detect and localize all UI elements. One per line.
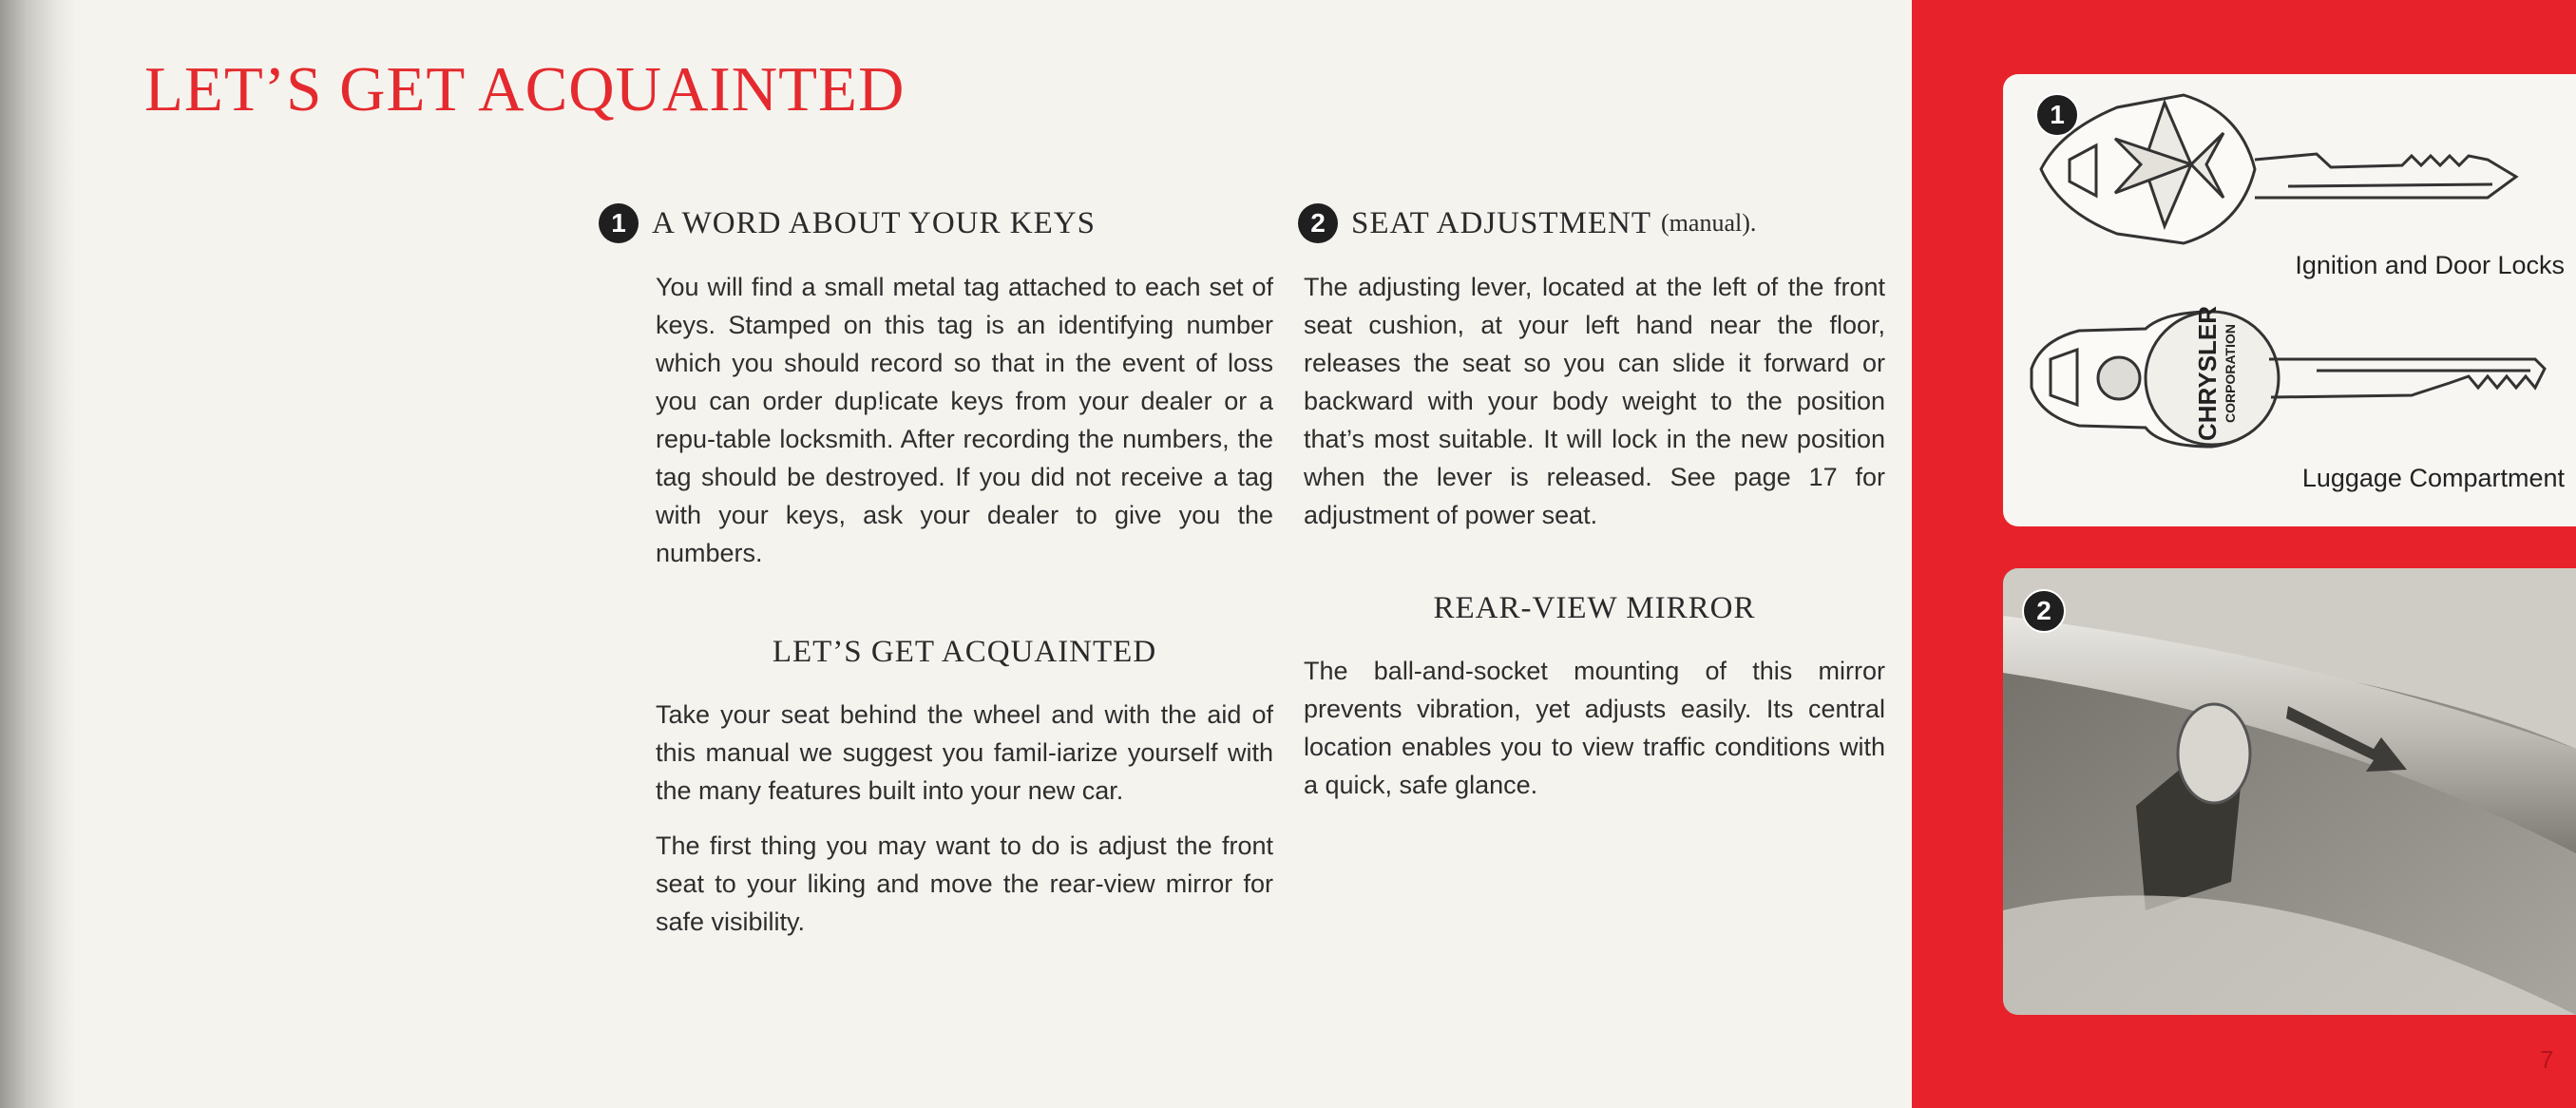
page-number: 7 bbox=[2540, 1045, 2554, 1074]
seat-section-heading bbox=[1298, 203, 1885, 243]
mirror-photo-number-badge: 2 bbox=[2022, 589, 2066, 633]
luggage-key-label: Luggage Compartment bbox=[2299, 464, 2568, 493]
page-heading: LET’S GET ACQUAINTED bbox=[144, 54, 906, 124]
seat-section-title-suffix: (manual). bbox=[1661, 209, 1757, 237]
keys-section-title: A WORD ABOUT YOUR KEYS bbox=[652, 206, 1096, 240]
book-spine-shadow bbox=[0, 0, 76, 1108]
keys-section-body: You will find a small metal tag attached to each set of keys. Stamped on this tag is an identifying number which you should record so that in the event of loss you can order dup!icate keys from your dealer or a repu-table locksmith. After recording the numbers, the tag should be destroyed. If you did not receive a tag with your keys, ask your dealer to give you the numbers. bbox=[656, 273, 1273, 567]
seat-section-title: SEAT ADJUSTMENT bbox=[1351, 206, 1652, 240]
ignition-key-label: Ignition and Door Locks bbox=[2291, 251, 2568, 280]
acquainted-section-heading: LET’S GET ACQUAINTED bbox=[772, 635, 1157, 669]
acquainted-paragraph-1: Take your seat behind the wheel and with the aid of this manual we suggest you famil-iarize yourself with the many features built into your new car. bbox=[656, 700, 1273, 805]
luggage-key-emblem-text-1: CHRYSLER bbox=[2193, 305, 2222, 442]
luggage-key-icon bbox=[2032, 312, 2545, 447]
keys-section-number-badge: 1 bbox=[599, 203, 639, 243]
keys-drawing bbox=[2003, 74, 2576, 526]
ball-socket-knob-shape bbox=[2178, 704, 2250, 803]
left-text-column bbox=[611, 203, 1273, 958]
seat-section-number-badge: 2 bbox=[1298, 203, 1338, 243]
acquainted-paragraph-2: The first thing you may want to do is adjust the front seat to your liking and move the rear-view mirror for safe visibility. bbox=[656, 831, 1273, 936]
mirror-drawing bbox=[2003, 568, 2576, 1015]
keys-photo-number-badge: 1 bbox=[2035, 93, 2079, 137]
keys-illustration bbox=[2003, 74, 2576, 526]
ignition-key-icon bbox=[2041, 95, 2516, 243]
seat-section-body: The adjusting lever, located at the left of the front seat cushion, at your left hand near the floor, releases the seat so you can slide it forward or backward with your body weight to the position that’s most suitable. It will lock in the new position when the lever is released. See page 17 for adjustment of power seat. bbox=[1304, 273, 1885, 529]
mirror-section-body: The ball-and-socket mounting of this mirror prevents vibration, yet adjusts easily. Its central location enables you to view traffic conditions with a quick, safe glance. bbox=[1304, 657, 1885, 799]
mirror-section-heading: REAR-VIEW MIRROR bbox=[1433, 591, 1756, 625]
keys-section-heading bbox=[599, 203, 1273, 243]
mirror-photo bbox=[2003, 568, 2576, 1015]
right-text-column bbox=[1304, 203, 1885, 821]
luggage-key-emblem-text-2: CORPORATION bbox=[2223, 324, 2238, 423]
